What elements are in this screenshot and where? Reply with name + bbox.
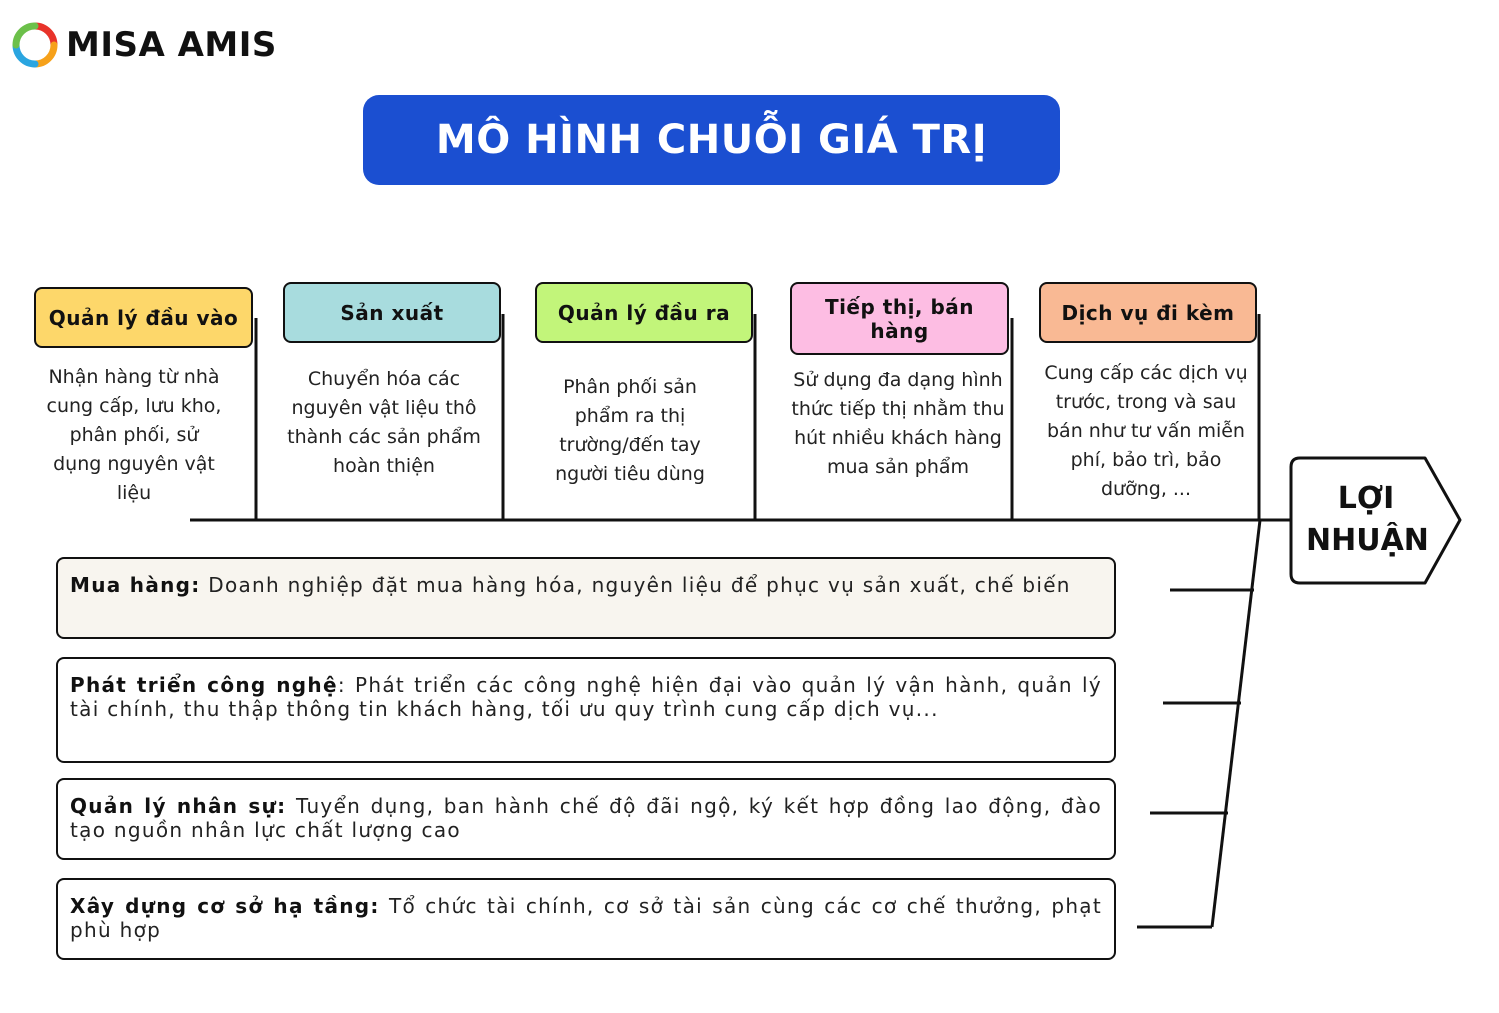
primary-activity-description: Nhận hàng từ nhà cung cấp, lưu kho, phân phối, sử dụng nguyên vật liệu bbox=[46, 366, 222, 504]
profit-label-line2: NHUẬN bbox=[1306, 523, 1429, 558]
support-activity-label: Xây dựng cơ sở hạ tầng: bbox=[70, 894, 380, 918]
support-activity-infrastructure bbox=[56, 878, 1116, 960]
support-activity-description: Tuyển dụng, ban hành chế độ đãi ngộ, ký kết hợp đồng lao động, đào tạo nguồn nhân lực chất lượng cao bbox=[70, 794, 1102, 842]
primary-activity-description: Sử dụng đa dạng hình thức tiếp thị nhằm thu hút nhiều khách hàng mua sản phẩm bbox=[791, 369, 1005, 478]
diagram-title: MÔ HÌNH CHUỖI GIÁ TRỊ bbox=[363, 95, 1060, 185]
primary-activity-service: Dịch vụ đi kèm bbox=[1039, 282, 1257, 343]
primary-activity-inbound-logistics: Quản lý đầu vào bbox=[34, 287, 253, 348]
support-activity-procurement bbox=[56, 557, 1116, 639]
profit-label-line1: LỢI bbox=[1337, 481, 1395, 516]
support-activity-description: Doanh nghiệp đặt mua hàng hóa, nguyên liệu để phục vụ sản xuất, chế biến bbox=[200, 573, 1071, 597]
support-activity-description: Tổ chức tài chính, cơ sở tài sản cùng các cơ chế thưởng, phạt phù hợp bbox=[70, 894, 1102, 942]
primary-activity-operations: Sản xuất bbox=[283, 282, 501, 343]
support-activity-description: : Phát triển các công nghệ hiện đại vào quản lý vận hành, quản lý tài chính, thu thập thông tin khách hàng, tối ưu quy trình cung cấp dịch vụ... bbox=[70, 673, 1103, 721]
profit-label bbox=[1306, 478, 1429, 562]
support-activity-technology bbox=[56, 657, 1116, 763]
brand-name: MISA AMIS bbox=[66, 25, 277, 65]
primary-activity-description: Chuyển hóa các nguyên vật liệu thô thành các sản phẩm hoàn thiện bbox=[287, 368, 481, 477]
support-activity-hr bbox=[56, 778, 1116, 860]
support-activity-label: Phát triển công nghệ bbox=[70, 673, 338, 697]
primary-activity-outbound-logistics: Quản lý đầu ra bbox=[535, 282, 753, 343]
support-activity-label: Mua hàng: bbox=[70, 573, 201, 597]
support-activity-label: Quản lý nhân sự: bbox=[70, 794, 287, 818]
primary-activity-marketing-sales: Tiếp thị, bán hàng bbox=[790, 282, 1009, 355]
primary-activity-description: Cung cấp các dịch vụ trước, trong và sau bán như tư vấn miễn phí, bảo trì, bảo dưỡng, ... bbox=[1044, 362, 1248, 500]
primary-activity-description: Phân phối sản phẩm ra thị trường/đến tay người tiêu dùng bbox=[555, 376, 705, 485]
